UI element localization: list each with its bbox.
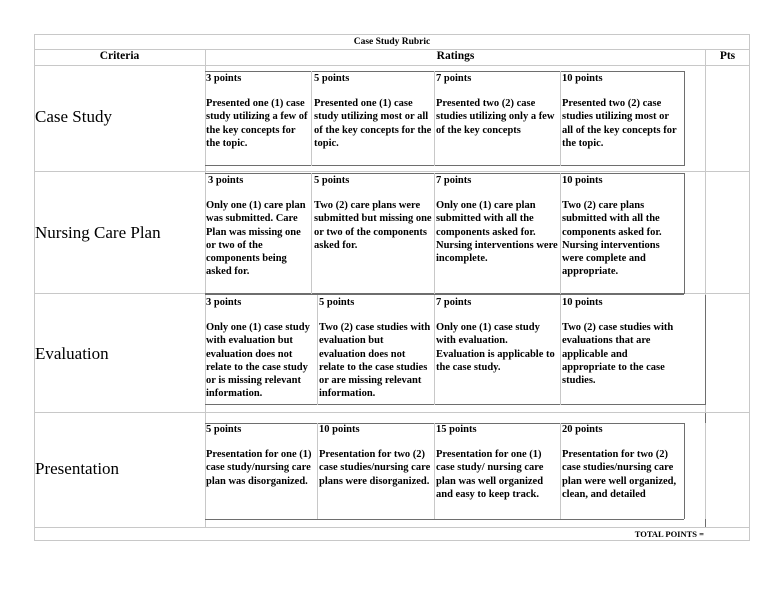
table-border-top <box>34 34 750 35</box>
rating-points: 10 points <box>319 424 360 435</box>
rating-cell <box>562 174 682 278</box>
criterion-evaluation: Evaluation <box>35 344 109 363</box>
rating-points: 3 points <box>206 297 242 308</box>
rating-box-line <box>205 165 684 166</box>
rating-cell <box>314 174 434 252</box>
rating-col-divider <box>317 295 318 405</box>
row-divider <box>34 527 750 528</box>
header-divider <box>34 65 750 66</box>
rating-col-divider <box>560 295 561 405</box>
rating-description: Two (2) care plans were submitted but missing one or two of the components asked for. <box>314 200 432 251</box>
rating-points: 3 points <box>208 175 244 186</box>
rating-points: 10 points <box>562 73 603 84</box>
rating-box-line <box>205 519 684 520</box>
rating-col-divider <box>560 173 561 294</box>
rating-box-line <box>684 423 685 519</box>
rating-description: Presented two (2) case studies utilizing only a few of the key concepts <box>436 98 555 136</box>
rating-col-divider <box>311 173 312 294</box>
rating-description: Presented one (1) case study utilizing a few of the key concepts for the topic. <box>206 98 308 149</box>
rating-box-line <box>205 404 705 405</box>
rating-points: 5 points <box>206 424 242 435</box>
rating-box-line <box>705 413 706 423</box>
rating-description: Presentation for two (2) case studies/nursing care plans were disorganized. <box>319 449 431 487</box>
rating-description: Only one (1) case study with evaluation. Evaluation is applicable to the case study. <box>436 322 555 373</box>
criteria-header: Criteria <box>99 50 140 62</box>
rating-description: Only one (1) case study with evaluation but evaluation does not relate to the case study or is missing relevant information. <box>206 322 310 400</box>
rating-col-divider <box>317 423 318 519</box>
rating-description: Two (2) case studies with evaluations that are applicable and appropriate to the case studies. <box>562 322 674 387</box>
criterion-presentation: Presentation <box>35 459 120 478</box>
rating-cell <box>314 72 432 150</box>
criterion-case-study: Case Study <box>35 107 112 126</box>
pts-divider <box>705 49 706 527</box>
rating-description: Two (2) case studies with evaluation but evaluation does not relate to the case studies or are missing relevant information. <box>319 322 431 400</box>
rating-box-line <box>705 519 706 527</box>
rating-col-divider <box>560 423 561 519</box>
ratings-header: Ratings <box>436 50 475 62</box>
rubric-title: Case Study Rubric <box>353 37 431 47</box>
rating-points: 20 points <box>562 424 603 435</box>
rating-cell <box>436 296 558 374</box>
rating-points: 7 points <box>436 73 472 84</box>
criterion-nursing-care-plan: Nursing Care Plan <box>35 223 161 242</box>
rating-col-divider <box>434 71 435 166</box>
rating-cell <box>436 423 558 501</box>
rating-cell <box>319 296 432 400</box>
rating-box-line <box>684 71 685 166</box>
rating-points: 5 points <box>319 297 355 308</box>
rating-col-divider <box>434 423 435 519</box>
rating-description: Presentation for one (1) case study/ nursing care plan was well organized and easy to keep track. <box>436 449 544 500</box>
rating-points: 5 points <box>314 175 350 186</box>
rating-description: Presentation for one (1) case study/nursing care plan was disorganized. <box>206 449 312 487</box>
rating-cell <box>206 423 316 488</box>
rating-description: Only one (1) care plan submitted with all the components asked for. Nursing interventions were incomplete. <box>436 200 558 265</box>
rating-description: Presented one (1) case study utilizing most or all of the key concepts for the topic. <box>314 98 432 149</box>
row-divider <box>34 171 750 172</box>
pts-header: Pts <box>719 50 736 62</box>
rating-cell <box>562 423 682 501</box>
rating-col-divider <box>311 71 312 166</box>
rating-cell <box>436 72 558 137</box>
rating-description: Presented two (2) case studies utilizing most or all of the key concepts for the topic. <box>562 98 677 149</box>
rating-points: 7 points <box>436 175 472 186</box>
rating-points: 15 points <box>436 424 477 435</box>
rating-box-line <box>684 173 685 294</box>
rating-cell <box>562 72 682 150</box>
rating-points: 3 points <box>206 73 242 84</box>
rating-col-divider <box>434 173 435 294</box>
rating-points: 10 points <box>562 175 603 186</box>
rating-cell <box>562 296 682 387</box>
rating-box-line <box>205 293 684 295</box>
table-border-right <box>749 34 750 541</box>
rating-cell <box>436 174 558 265</box>
rating-cell <box>319 423 432 488</box>
rating-description: Two (2) care plans submitted with all the components asked for. Nursing interventions were complete and appropriate. <box>562 200 662 278</box>
total-points-label: TOTAL POINTS = <box>634 529 704 539</box>
rating-cell <box>206 72 310 150</box>
rating-points: 7 points <box>436 297 472 308</box>
table-border-bottom <box>34 540 750 541</box>
row-divider <box>34 412 750 413</box>
rating-description: Presentation for two (2) case studies/nursing care plan were well organized, clean, and detailed <box>562 449 677 500</box>
rating-points: 5 points <box>314 73 350 84</box>
rating-description: Only one (1) care plan was submitted. Care Plan was missing one or two of the components being asked for. <box>206 200 306 278</box>
rating-col-divider <box>560 71 561 166</box>
rating-col-divider <box>434 295 435 405</box>
rating-cell <box>206 296 316 400</box>
rating-points: 10 points <box>562 297 603 308</box>
rating-box-line <box>705 295 706 405</box>
rating-cell <box>206 174 310 278</box>
